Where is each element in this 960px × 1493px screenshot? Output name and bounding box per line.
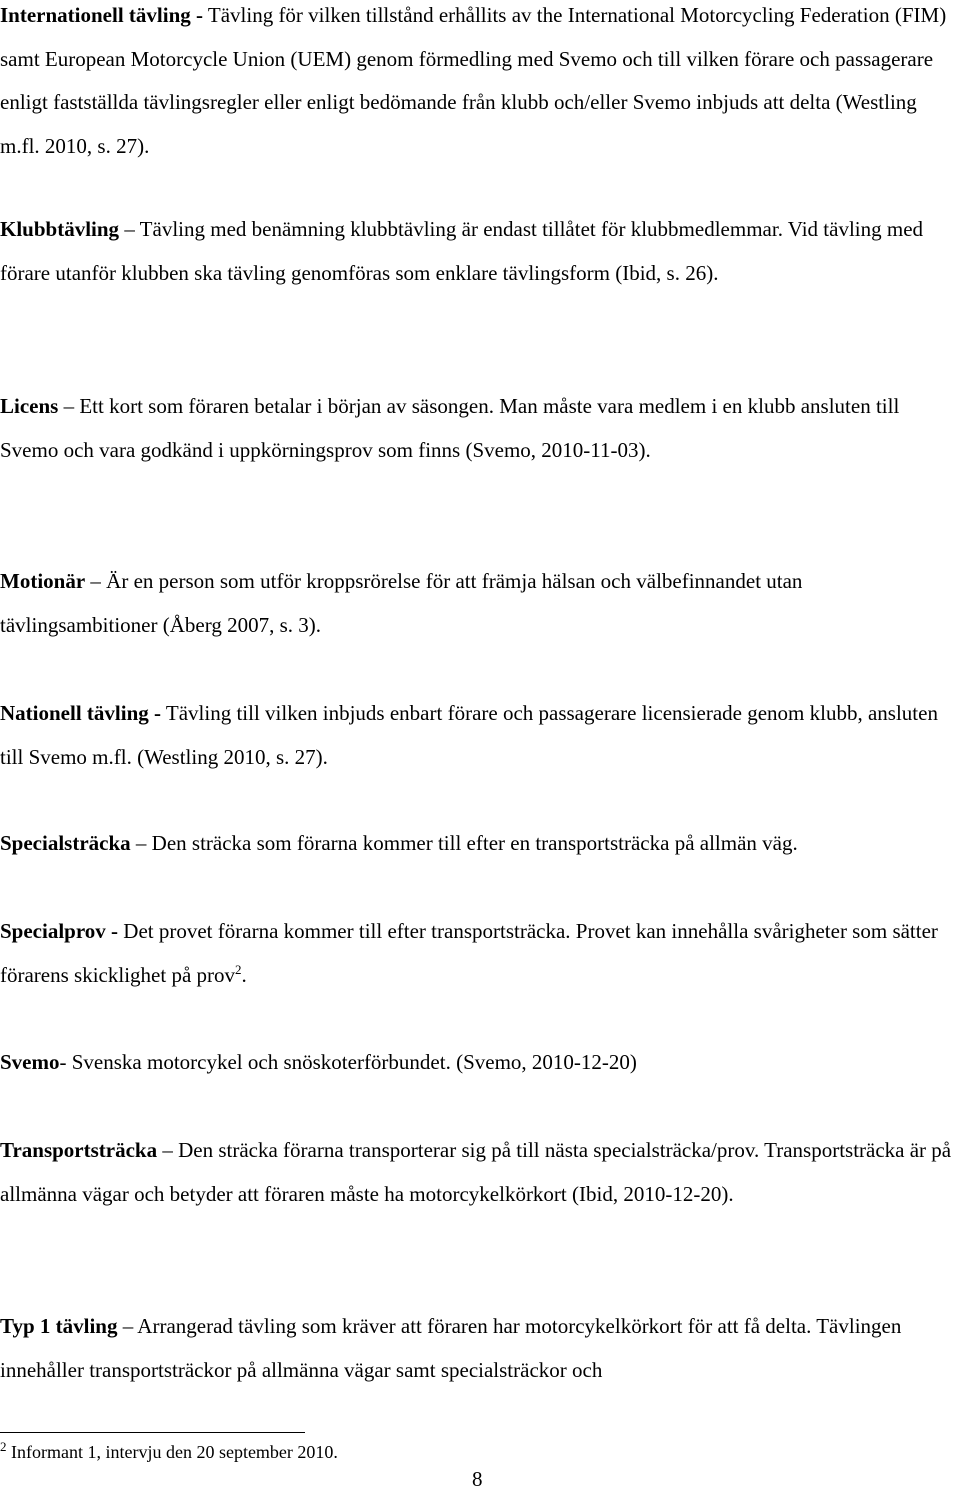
entry-term: Motionär [0, 569, 86, 593]
footnote-divider [0, 1432, 305, 1433]
entry-nationell-tavling [0, 692, 958, 779]
entry-term: Specialprov - [0, 919, 119, 943]
entry-term: Klubbtävling [0, 217, 120, 241]
entry-svemo [0, 1041, 958, 1085]
entry-term: Typ 1 tävling [0, 1314, 118, 1338]
entry-licens [0, 385, 958, 472]
entry-text: – Är en person som utför kroppsrörelse för att främja hälsan och välbefinnandet utan tävlingsambitioner (Åberg 2007, s. 3). [0, 569, 803, 637]
entry-term: Licens [0, 394, 59, 418]
entry-specialstracka [0, 822, 958, 866]
entry-motionar [0, 560, 958, 647]
entry-klubbtavling [0, 208, 958, 295]
entry-typ1-tavling [0, 1305, 958, 1392]
entry-term: Svemo [0, 1050, 60, 1074]
entry-term: Specialsträcka [0, 831, 131, 855]
footnote-number: 2 [0, 1439, 7, 1454]
page-number: 8 [472, 1467, 483, 1491]
entry-transportstracka [0, 1129, 958, 1216]
footnote-text: Informant 1, intervju den 20 september 2010. [6, 1442, 338, 1462]
entry-term: Nationell tävling - [0, 701, 161, 725]
entry-text: - Svenska motorcykel och snöskoterförbundet. (Svemo, 2010-12-20) [59, 1050, 637, 1074]
entry-specialprov [0, 910, 958, 997]
entry-text: – Arrangerad tävling som kräver att föraren har motorcykelkörkort för att få delta. Tävlingen innehåller transportsträckor på allmänna vägar samt specialsträckor och [0, 1314, 902, 1382]
entry-text: – Den sträcka förarna transporterar sig på till nästa specialsträcka/prov. Transportsträcka är på allmänna vägar och betyder att föraren måste ha motorcykelkörkort (Ibid, 2010-12-20). [0, 1138, 952, 1206]
footnote [0, 1440, 338, 1464]
entry-text: Tävling till vilken inbjuds enbart förare och passagerare licensierade genom klubb, ansluten till Svemo m.fl. (Westling 2010, s. 27). [0, 701, 938, 769]
entry-text: – Ett kort som föraren betalar i början av säsongen. Man måste vara medlem i en klubb ansluten till Svemo och vara godkänd i uppkörningsprov som finns (Svemo, 2010-11-03). [0, 394, 900, 462]
entry-term: Internationell tävling - [0, 3, 203, 27]
entry-text: Tävling för vilken tillstånd erhållits av the International Motorcycling Federation (FIM) samt European Motorcycle Union (UEM) genom förmedling med Svemo och till vilken förare och passagerare enligt fastställda tävlingsregler eller enligt bedömande från klubb och/eller Svemo inbjuds att delta (Westling m.fl. 2010, s. 27). [0, 3, 947, 158]
entry-text: – Den sträcka som förarna kommer till efter en transportsträcka på allmän väg. [130, 831, 798, 855]
entry-text: Det provet förarna kommer till efter transportsträcka. Provet kan innehålla svårigheter som sätter förarens skicklighet på prov [0, 919, 938, 987]
entry-text: – Tävling med benämning klubbtävling är endast tillåtet för klubbmedlemmar. Vid tävling med förare utanför klubben ska tävling genomföras som enklare tävlingsform (Ibid, s. 26). [0, 217, 924, 285]
footnote-reference: 2 [235, 961, 242, 977]
entry-text-end: . [241, 962, 247, 987]
entry-internationell-tavling [0, 0, 958, 168]
entry-term: Transportsträcka [0, 1138, 158, 1162]
